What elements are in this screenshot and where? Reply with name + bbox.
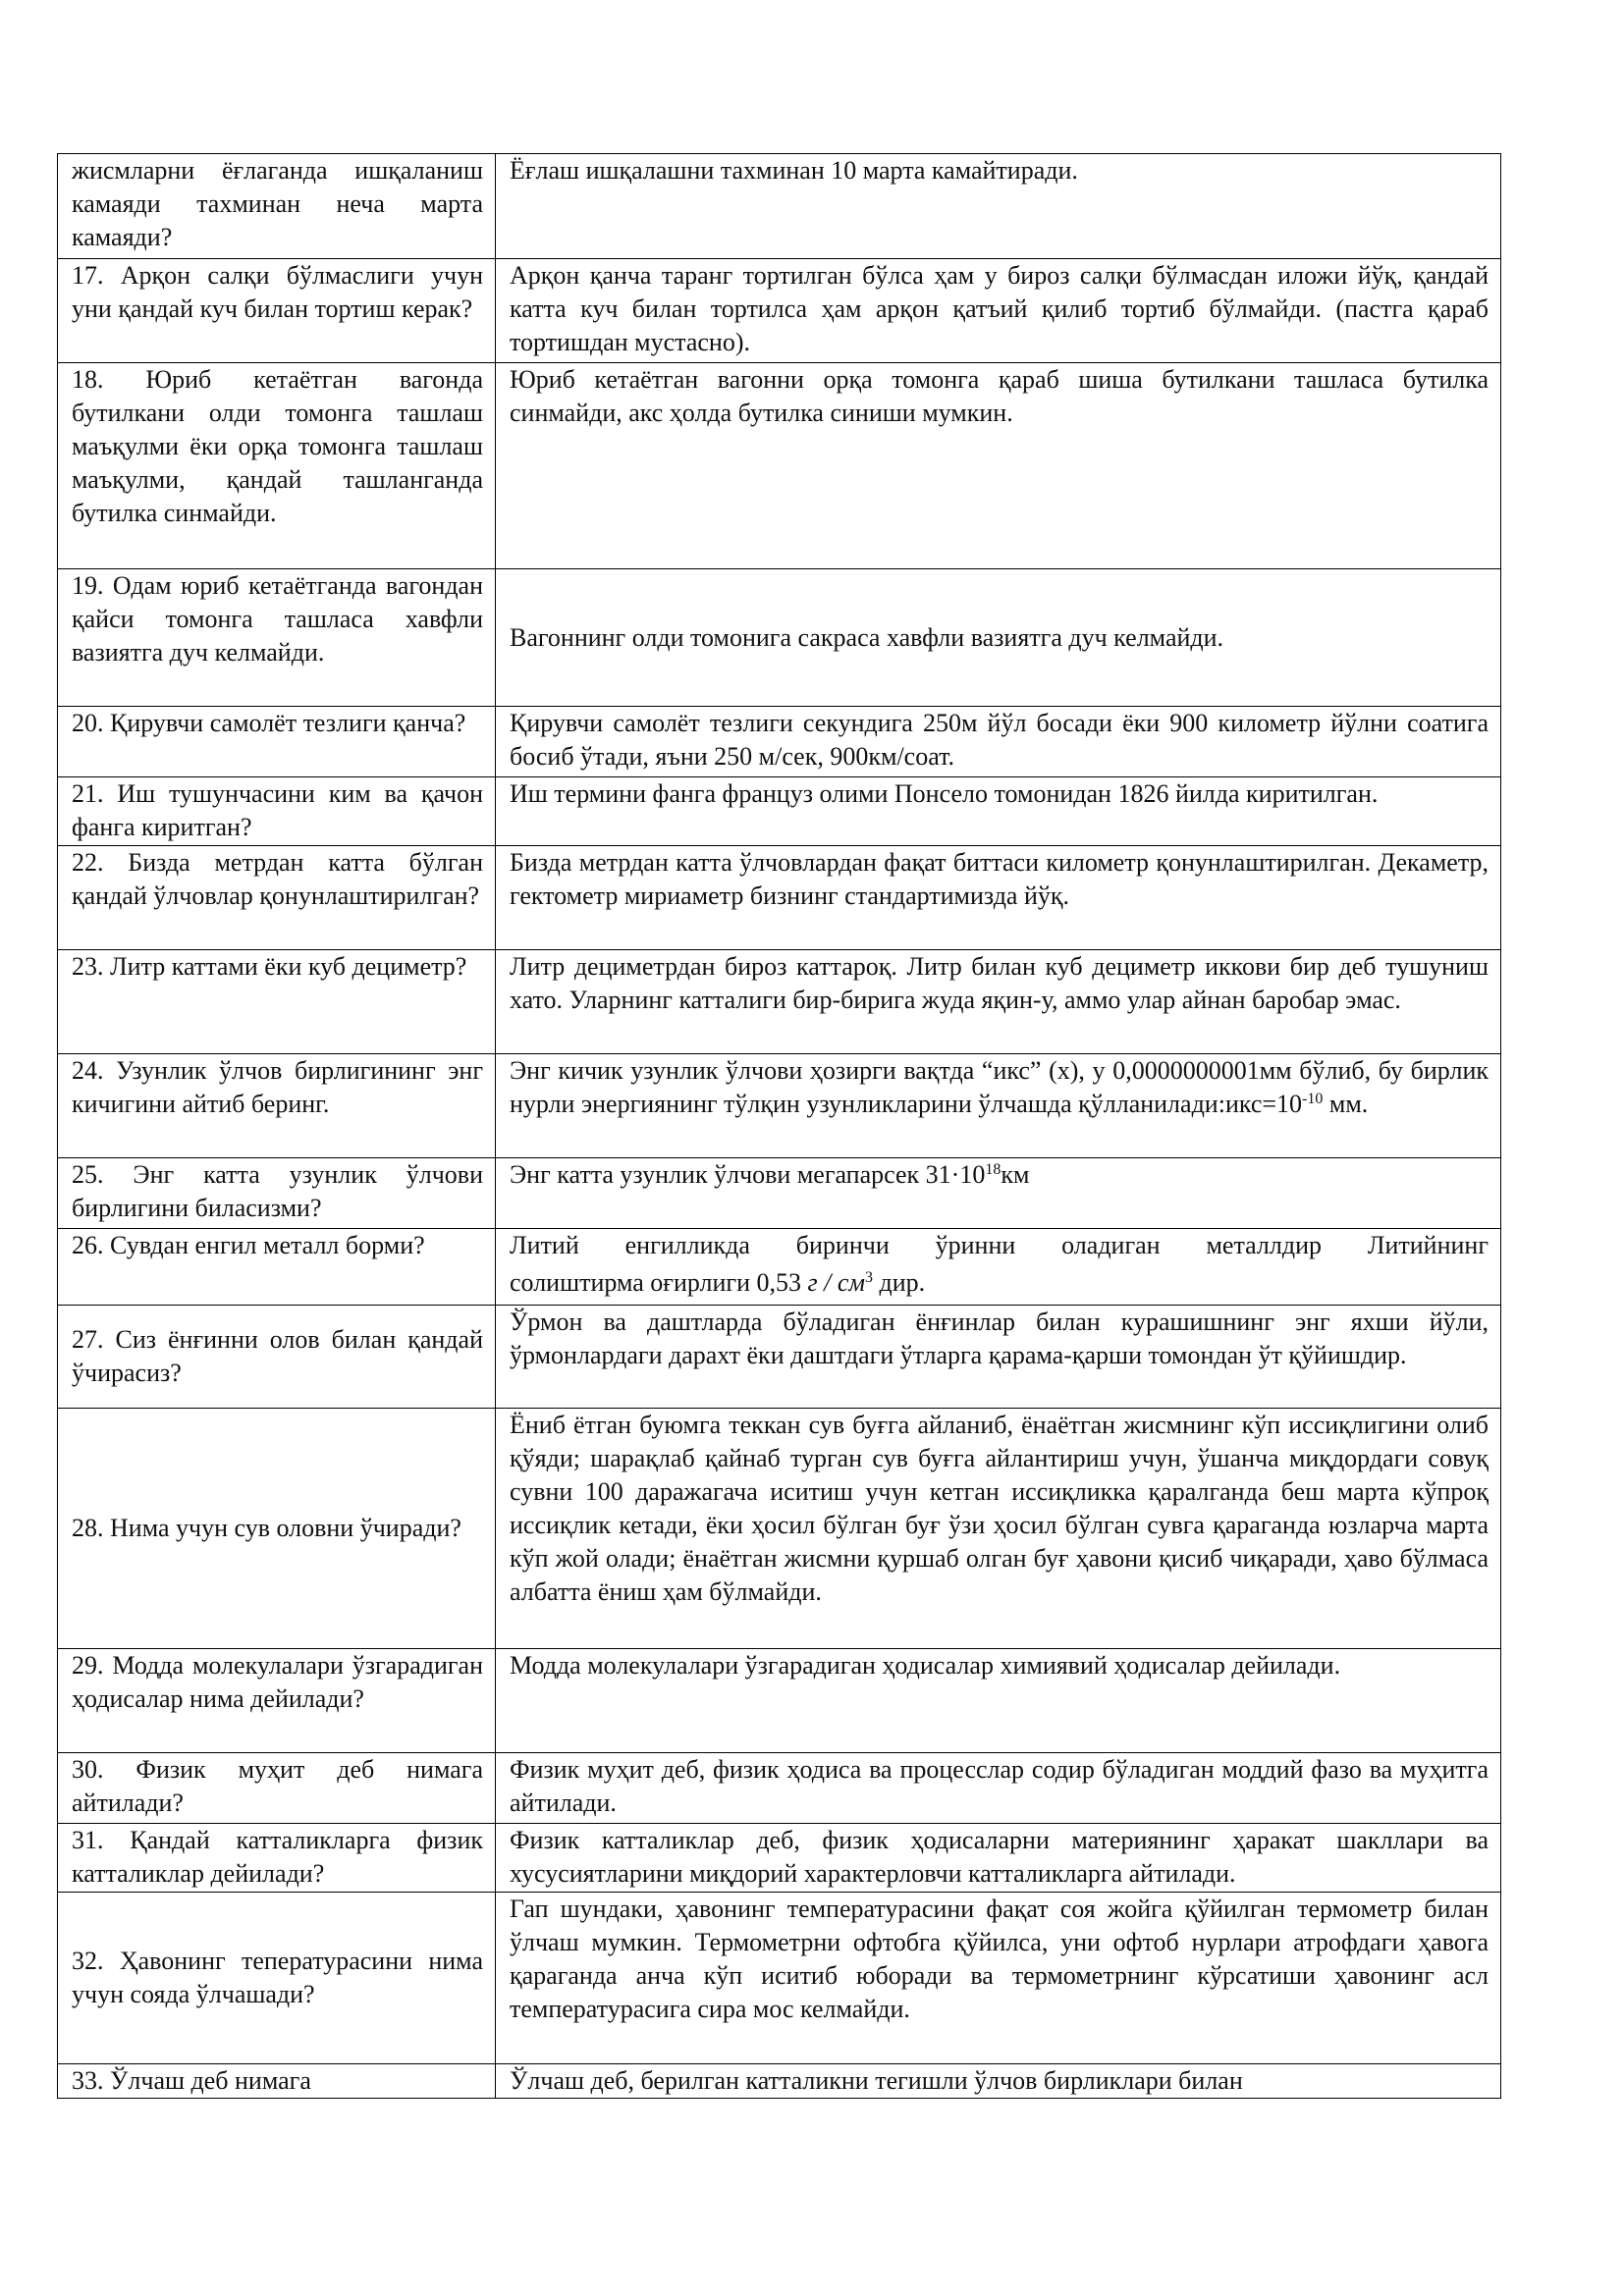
table-row bbox=[58, 950, 1501, 1054]
question-cell: 29. Модда молекулалари ўзгарадиган ҳодисалар нима дейилади? bbox=[58, 1649, 496, 1753]
question-cell: 26. Сувдан енгил металл борми? bbox=[58, 1229, 496, 1306]
answer-exponent: -10 bbox=[1302, 1091, 1324, 1107]
table-row bbox=[58, 569, 1501, 707]
table-row bbox=[58, 363, 1501, 569]
answer-cell: Ёғлаш ишқалашни тахминан 10 марта камайтиради. bbox=[496, 154, 1501, 259]
answer-cell: Модда молекулалари ўзгарадиган ҳодисалар химиявий ҳодисалар дейилади. bbox=[496, 1649, 1501, 1753]
answer-cell: Ўрмон ва даштларда бўладиган ёнғинлар билан курашишнинг энг яхши йўли, ўрмонлардаги дарахт ёки даштдаги ўтларга қарама-қарши томондан ўт қўйишдир. bbox=[496, 1306, 1501, 1409]
answer-cell: Вагоннинг олди томонига сакраса хавфли вазиятга дуч келмайди. bbox=[496, 569, 1501, 707]
question-cell: 27. Сиз ёнғинни олов билан қандай ўчирасиз? bbox=[58, 1306, 496, 1409]
table-row bbox=[58, 1649, 1501, 1753]
table-row bbox=[58, 2064, 1501, 2099]
table-row bbox=[58, 1753, 1501, 1824]
table-row bbox=[58, 259, 1501, 363]
question-cell: 33. Ўлчаш деб нимага bbox=[58, 2064, 496, 2099]
answer-cell: Физик катталиклар деб, физик ҳодисаларни материянинг ҳаракат шакллари ва хусусиятларини миқдорий характерловчи катталикларга айтилади. bbox=[496, 1824, 1501, 1893]
table-row bbox=[58, 1229, 1501, 1306]
answer-cell: Гап шундаки, ҳавонинг температурасини фақат соя жойга қўйилган термометр билан ўлчаш мумкин. Термометрни офтобга қўйилса, уни офтоб нурлари атрофдаги ҳавога қараганда анча кўп иситиб юборади ва термометрнинг кўрсатиши ҳавонинг асл температурасига сира мос келмайди. bbox=[496, 1893, 1501, 2064]
qa-table bbox=[57, 153, 1501, 2099]
answer-exponent: 3 bbox=[865, 1269, 874, 1286]
table-row bbox=[58, 1158, 1501, 1229]
table-row bbox=[58, 707, 1501, 777]
question-cell: жисмларни ёғлаганда ишқаланиш камаяди тахминан неча марта камаяди? bbox=[58, 154, 496, 259]
answer-cell: Юриб кетаётган вагонни орқа томонга қараб шиша бутилкани ташласа бутилка синмайди, акс ҳолда бутилка синиши мумкин. bbox=[496, 363, 1501, 569]
answer-text-end: км bbox=[1001, 1160, 1030, 1189]
answer-cell: Иш термини фанга француз олими Понсело томонидан 1826 йилда киритилган. bbox=[496, 777, 1501, 846]
answer-cell: Қирувчи самолёт тезлиги секундига 250м йўл босади ёки 900 километр йўлни соатига босиб ўтади, яъни 250 м/сек, 900км/соат. bbox=[496, 707, 1501, 777]
table-row bbox=[58, 1824, 1501, 1893]
answer-cell: Ўлчаш деб, берилган катталикни тегишли ўлчов бирликлари билан bbox=[496, 2064, 1501, 2099]
question-cell: 18. Юриб кетаётган вагонда бутилкани олди томонга ташлаш маъқулми ёки орқа томонга ташлаш маъқулми, қандай ташланганда бутилка синмайди. bbox=[58, 363, 496, 569]
question-cell: 20. Қирувчи самолёт тезлиги қанча? bbox=[58, 707, 496, 777]
question-cell: 25. Энг катта узунлик ўлчови бирлигини биласизми? bbox=[58, 1158, 496, 1229]
table-row bbox=[58, 1409, 1501, 1649]
answer-text: солиштирма оғирлиги 0,53 bbox=[510, 1268, 808, 1297]
question-cell: 19. Одам юриб кетаётганда вагондан қайси томонга ташласа хавфли вазиятга дуч келмайди. bbox=[58, 569, 496, 707]
question-cell: 28. Нима учун сув оловни ўчиради? bbox=[58, 1409, 496, 1649]
answer-cell: Литр дециметрдан бироз каттароқ. Литр билан куб дециметр иккови бир деб тушуниш хато. Уларнинг катталиги бир-бирига жуда яқин-у, аммо улар айнан баробар эмас. bbox=[496, 950, 1501, 1054]
answer-line: Литий енгилликда биринчи ўринни оладиган металлдир Литийнинг bbox=[510, 1231, 1489, 1259]
answer-cell: Арқон қанча таранг тортилган бўлса ҳам у бироз салқи бўлмасдан иложи йўқ, қандай катта куч билан тортилса ҳам арқон қатъий қилиб тортиб бўлмайди. (пастга қараб тортишдан мустасно). bbox=[496, 259, 1501, 363]
answer-text: Энг кичик узунлик ўлчови ҳозирги вақтда “икс” (x), у 0,0000000001мм бўлиб, бу бирлик нурли энергиянинг тўлқин узунликларини ўлчашда қўлланилади:икс=10 bbox=[510, 1056, 1489, 1118]
answer-exponent: 18 bbox=[985, 1161, 1001, 1178]
answer-text-end: дир. bbox=[873, 1268, 926, 1297]
question-cell: 32. Ҳавонинг тепературасини нима учун сояда ўлчашади? bbox=[58, 1893, 496, 2064]
question-cell: 21. Иш тушунчасини ким ва қачон фанга киритган? bbox=[58, 777, 496, 846]
table-row bbox=[58, 846, 1501, 950]
answer-cell: Физик муҳит деб, физик ҳодиса ва процесслар содир бўладиган моддий фазо ва муҳитга айтилади. bbox=[496, 1753, 1501, 1824]
question-cell: 17. Арқон салқи бўлмаслиги учун уни қандай куч билан тортиш керак? bbox=[58, 259, 496, 363]
answer-text-end: мм. bbox=[1323, 1090, 1369, 1118]
question-cell: 30. Физик муҳит деб нимага айтилади? bbox=[58, 1753, 496, 1824]
answer-cell: Бизда метрдан катта ўлчовлардан фақат биттаси километр қонунлаштирилган. Декаметр, гектометр мириаметр бизнинг стандартимизда йўқ. bbox=[496, 846, 1501, 950]
question-cell: 31. Қандай катталикларга физик катталиклар дейилади? bbox=[58, 1824, 496, 1893]
question-cell: 24. Узунлик ўлчов бирлигининг энг кичигини айтиб беринг. bbox=[58, 1054, 496, 1158]
document-page bbox=[57, 153, 1500, 2099]
question-cell: 22. Бизда метрдан катта бўлган қандай ўлчовлар қонунлаштирилган? bbox=[58, 846, 496, 950]
density-unit: г / см bbox=[807, 1268, 866, 1297]
table-row bbox=[58, 777, 1501, 846]
table-row bbox=[58, 1893, 1501, 2064]
question-cell: 23. Литр каттами ёки куб дециметр? bbox=[58, 950, 496, 1054]
answer-cell bbox=[496, 1229, 1501, 1306]
table-row bbox=[58, 1054, 1501, 1158]
answer-cell bbox=[496, 1158, 1501, 1229]
answer-cell: Ёниб ётган буюмга теккан сув буғга айланиб, ёнаётган жисмнинг кўп иссиқлигини олиб қўяди; шарақлаб қайнаб турган сув буғга айлантириш учун, ўшанча миқдордаги совуқ сувни 100 даражагача иситиш учун кетган иссиқликка қаралганда беш марта кўпроқ иссиқлик кетади, ёки ҳосил бўлган буғ ўзи ҳосил бўлган сувга қараганда юзларча марта кўп жой олади; ёнаётган жисмни қуршаб олган буғ ҳавони қисиб чиқаради, ҳаво бўлмаса албатта ёниш ҳам бўлмайди. bbox=[496, 1409, 1501, 1649]
table-row bbox=[58, 154, 1501, 259]
table-row bbox=[58, 1306, 1501, 1409]
answer-text: Энг катта узунлик ўлчови мегапарсек 31·10 bbox=[510, 1160, 986, 1189]
answer-cell bbox=[496, 1054, 1501, 1158]
